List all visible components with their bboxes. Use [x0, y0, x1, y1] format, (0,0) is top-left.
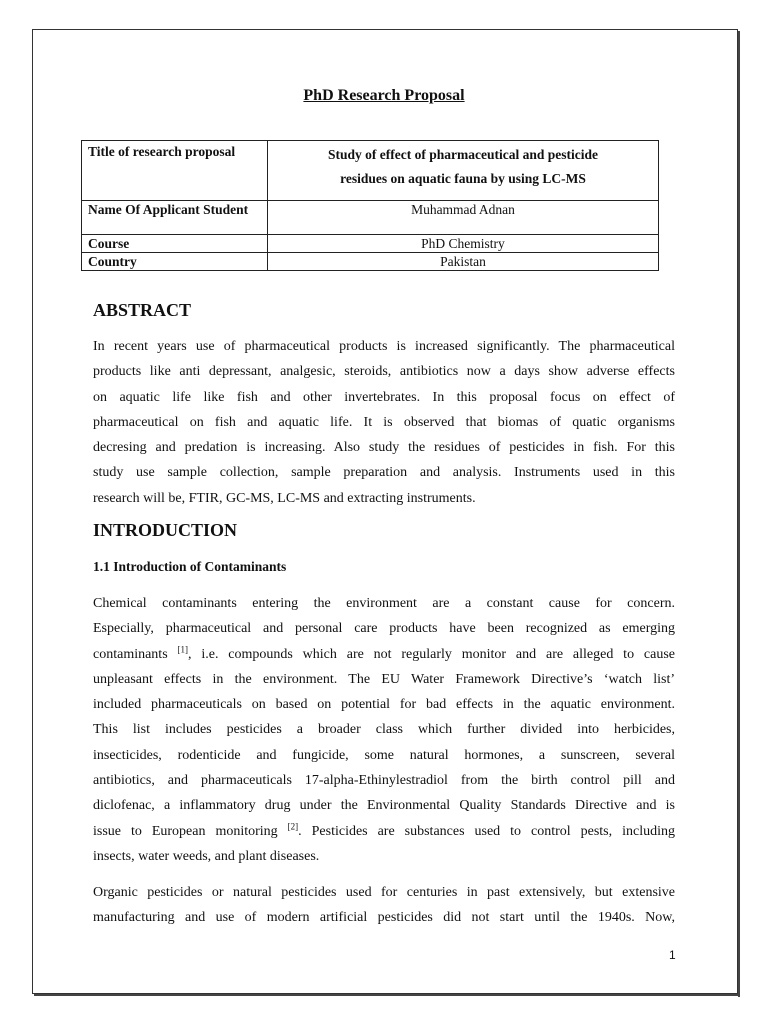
citation-ref: [1]: [177, 643, 188, 654]
page-number: 1: [669, 948, 676, 962]
table-row: [82, 141, 659, 201]
proposal-title-line: Study of effect of pharmaceutical and pesticide: [328, 147, 598, 162]
table-row: [82, 253, 659, 271]
abstract-paragraph: [93, 334, 675, 511]
table-value: [268, 141, 659, 201]
text-line: Especially, pharmaceutical and personal care products have been recognized as emerging: [93, 621, 675, 637]
text-line: decresing and predation is increasing. Also study the residues of pesticides in fish. For this: [93, 440, 675, 456]
document-title: PhD Research Proposal: [303, 87, 465, 104]
table-label: Country: [82, 253, 268, 271]
text-line: Organic pesticides or natural pesticides used for centuries in past extensively, but extensive: [93, 885, 675, 900]
page-border-shadow-bottom: [34, 994, 740, 996]
table-row: [82, 201, 659, 235]
text-line: research will be, FTIR, GC-MS, LC-MS and extracting instruments.: [93, 490, 476, 506]
text-line: insects, water weeds, and plant diseases.: [93, 848, 320, 864]
text-line: diclofenac, a inflammatory drug under the Environmental Quality Standards Directive and is: [93, 798, 675, 814]
table-value: PhD Chemistry: [268, 235, 659, 253]
table-value: Muhammad Adnan: [268, 201, 659, 235]
introduction-paragraph-2: [93, 880, 675, 931]
introduction-heading: INTRODUCTION: [93, 520, 238, 540]
page-border-shadow-right: [738, 31, 740, 997]
text-line: This list includes pesticides a broader class which further divided into herbicides,: [93, 722, 675, 738]
table-label: Name Of Applicant Student: [82, 201, 268, 235]
text-segment: issue to European monitoring: [93, 823, 288, 839]
text-line: on aquatic life like fish and other invertebrates. In this proposal focus on effect of: [93, 389, 675, 405]
text-line: unpleasant effects in the environment. The EU Water Framework Directive’s ‘watch list’: [93, 671, 675, 687]
text-line: study use sample collection, sample preparation and analysis. Instruments used in this: [93, 465, 675, 481]
text-line: antibiotics, and pharmaceuticals 17-alpha-Ethinylestradiol from the birth control pill and: [93, 773, 675, 789]
table-label: Title of research proposal: [82, 141, 268, 201]
section-subheading: 1.1 Introduction of Contaminants: [93, 559, 287, 574]
text-line: included pharmaceuticals on based on potential for bad effects in the aquatic environment.: [93, 697, 675, 713]
text-segment: contaminants: [93, 646, 178, 662]
table-value: Pakistan: [268, 253, 659, 271]
text-segment: , i.e. compounds which are not regularly monitor and are alleged to cause: [188, 646, 675, 662]
proposal-info-table: [81, 140, 659, 271]
text-line: In recent years use of pharmaceutical products is increased significantly. The pharmaceutical: [93, 339, 675, 354]
text-line: Chemical contaminants entering the environment are a constant cause for concern.: [93, 596, 675, 611]
table-row: [82, 235, 659, 253]
text-line: manufacturing and use of modern artificial pesticides did not start until the 1940s. Now,: [93, 910, 675, 926]
text-segment: . Pesticides are substances used to control pests, including: [298, 823, 675, 839]
table-label: Course: [82, 235, 268, 253]
introduction-paragraph-1: [93, 591, 675, 869]
text-line: insecticides, rodenticide and fungicide, some natural hormones, a sunscreen, several: [93, 747, 675, 763]
text-line: [93, 819, 675, 844]
abstract-heading: ABSTRACT: [93, 300, 192, 320]
proposal-title-line: residues on aquatic fauna by using LC-MS: [340, 171, 586, 186]
text-line: pharmaceutical on fish and aquatic life. It is observed that biomas of quatic organisms: [93, 414, 675, 430]
text-line: [93, 642, 675, 667]
citation-ref: [2]: [287, 821, 299, 832]
text-line: products like anti depressant, analgesic, steroids, antibiotics now a days show adverse effects: [93, 364, 675, 380]
